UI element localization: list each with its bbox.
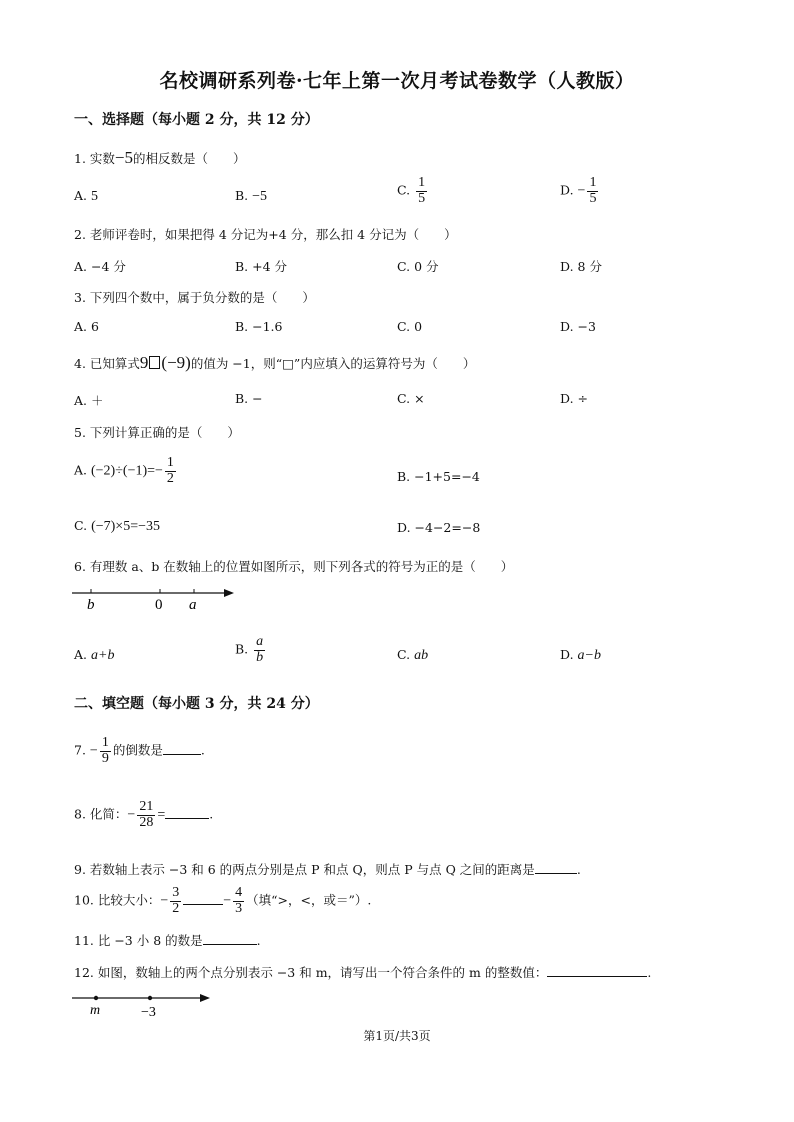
- expression: a+b: [91, 648, 115, 663]
- equals-sign: =: [157, 807, 166, 823]
- denominator: 5: [589, 190, 597, 206]
- q3-option-c: C. 0: [397, 319, 423, 334]
- page-title: 名校调研系列卷·七年上第一次月考试卷数学（人教版）: [159, 70, 635, 92]
- q5-option-d: D. −4−2=−8: [397, 520, 481, 535]
- fraction: [137, 800, 155, 830]
- fraction: [416, 176, 427, 206]
- axis-label-0: 0: [155, 597, 163, 613]
- q8-text: 8. 化简：: [74, 806, 128, 822]
- q1-stem-post: 的相反数是（ ）: [133, 151, 246, 166]
- answer-blank[interactable]: [183, 892, 223, 905]
- q4-option-a: A. ＋: [74, 393, 104, 408]
- option-label: D.: [560, 182, 574, 198]
- point-neg3: [148, 996, 152, 1000]
- question-3-stem: 3. 下列四个数中，属于负分数的是（ ）: [74, 290, 315, 305]
- expression: (−2)÷(−1)=−: [91, 463, 163, 479]
- q4-option-b: B. −: [235, 391, 263, 406]
- q2-option-b: B. +4 分: [235, 259, 288, 274]
- q1-stem-math: −5: [114, 148, 133, 167]
- axis-label-b: b: [87, 597, 95, 613]
- fraction: [170, 886, 181, 916]
- q11-text: 11. 比 −3 小 8 的数是: [74, 933, 203, 948]
- option-label: D.: [560, 647, 574, 662]
- sign: −: [160, 893, 169, 909]
- q3-option-a: A. 6: [74, 319, 99, 334]
- question-11: [74, 931, 261, 949]
- q1-option-d: [560, 176, 600, 206]
- option-label: A.: [74, 462, 88, 478]
- period: .: [200, 742, 205, 758]
- denominator: 28: [139, 814, 154, 830]
- denominator: 5: [418, 190, 426, 206]
- q7-text: 的倒数是: [112, 742, 163, 758]
- period: .: [256, 933, 261, 948]
- numerator: 4: [235, 885, 243, 900]
- q4-math-a: 9: [139, 353, 149, 372]
- sign: −: [127, 807, 136, 823]
- q1-option-b: [235, 188, 267, 205]
- q1-stem-pre: 1. 实数: [74, 151, 115, 166]
- sign: −: [223, 893, 232, 909]
- denominator: 9: [101, 750, 109, 766]
- numerator: 1: [101, 735, 109, 750]
- q2-option-a: A. −4 分: [74, 259, 126, 274]
- question-9: [74, 860, 581, 878]
- q4-math-b: (−9): [161, 353, 191, 372]
- section-heading-choice: 一、选择题（每小题 2 分，共 12 分）: [74, 112, 319, 128]
- option-label: C.: [397, 647, 411, 662]
- question-10: [74, 886, 371, 916]
- numerator: 1: [418, 175, 426, 190]
- q12-text: 12. 如图，数轴上的两个点分别表示 −3 和 m，请写出一个符合条件的 m 的整数值：: [74, 965, 548, 980]
- answer-blank[interactable]: [203, 932, 257, 945]
- q7-number: 7.: [74, 742, 86, 758]
- option-label: B.: [235, 641, 249, 657]
- q3-option-d: D. −3: [560, 319, 596, 334]
- option-label: C.: [397, 182, 411, 198]
- denominator: b: [256, 649, 264, 665]
- numerator: 1: [166, 455, 174, 470]
- arrow-right-icon: [224, 589, 234, 597]
- question-7: [74, 736, 205, 766]
- numerator: 3: [172, 885, 180, 900]
- numerator: a: [256, 634, 264, 649]
- axis-label-a: a: [189, 597, 197, 613]
- fraction: [587, 176, 598, 206]
- q5-option-c: [74, 518, 160, 535]
- sign: −: [577, 183, 586, 199]
- q5-option-a: [74, 456, 178, 486]
- section-heading-fill: 二、填空题（每小题 3 分，共 24 分）: [74, 696, 319, 712]
- point-m: [94, 996, 98, 1000]
- period: .: [576, 862, 581, 877]
- question-12: [74, 963, 651, 981]
- q1-option-c: [397, 176, 429, 206]
- numerator: 1: [589, 175, 597, 190]
- question-1-stem: [74, 148, 246, 168]
- question-8: [74, 800, 213, 830]
- sign: −: [89, 743, 98, 759]
- fraction: [233, 886, 244, 916]
- q5-option-b: B. −1+5=−4: [397, 469, 480, 484]
- number-line-figure-2: [70, 989, 220, 1019]
- fraction: [254, 635, 265, 665]
- q4-stem-post: 的值为 −1，则“□”内应填入的运算符号为（ ）: [190, 356, 476, 371]
- answer-blank[interactable]: [535, 861, 577, 874]
- question-5-stem: 5. 下列计算正确的是（ ）: [74, 425, 240, 440]
- question-6-stem: 6. 有理数 a、b 在数轴上的位置如图所示，则下列各式的符号为正的是（ ）: [74, 559, 514, 574]
- expression: (−7)×5=−35: [91, 519, 160, 534]
- q6-option-a: [74, 647, 114, 664]
- fraction: [100, 736, 111, 766]
- option-label: B.: [235, 188, 249, 203]
- q10-hint: （填“>，<，或＝”）.: [246, 892, 372, 908]
- q6-option-d: [560, 647, 601, 664]
- axis-label-neg3: −3: [141, 1005, 156, 1019]
- period: .: [647, 965, 652, 980]
- expression: a−b: [577, 648, 601, 663]
- axis-label-m: m: [90, 1003, 101, 1018]
- q4-option-d: D. ÷: [560, 391, 588, 406]
- denominator: 2: [166, 470, 174, 486]
- arrow-right-icon: [200, 994, 210, 1002]
- period: .: [209, 806, 214, 822]
- option-label: A.: [74, 647, 88, 662]
- number-line-figure: [70, 584, 240, 614]
- q4-option-c: C. ×: [397, 391, 425, 406]
- question-4-stem: [74, 353, 475, 373]
- denominator: 3: [235, 900, 243, 916]
- q3-option-b: B. −1.6: [235, 319, 283, 334]
- option-label: C.: [74, 518, 88, 533]
- q2-option-c: C. 0 分: [397, 259, 439, 274]
- page-footer: 第1页/共3页: [363, 1029, 431, 1043]
- numerator: 21: [139, 799, 154, 814]
- option-value: −5: [252, 189, 268, 204]
- blank-box-icon: [149, 356, 160, 369]
- question-2-stem: 2. 老师评卷时，如果把得 4 分记为+4 分，那么扣 4 分记为（ ）: [74, 227, 457, 242]
- q9-text: 9. 若数轴上表示 −3 和 6 的两点分别是点 P 和点 Q，则点 P 与点 Q 之间的距离是: [74, 862, 535, 877]
- q2-option-d: D. 8 分: [560, 259, 602, 274]
- q6-option-b: [235, 635, 267, 665]
- answer-blank[interactable]: [163, 742, 201, 755]
- expression: ab: [414, 648, 429, 663]
- option-label: A.: [74, 188, 88, 203]
- answer-blank[interactable]: [547, 964, 647, 977]
- denominator: 2: [172, 900, 180, 916]
- answer-blank[interactable]: [165, 806, 209, 819]
- q6-option-c: [397, 647, 428, 664]
- q4-stem-pre: 4. 已知算式: [74, 356, 140, 371]
- option-value: 5: [91, 189, 98, 204]
- fraction: [165, 456, 176, 486]
- q1-option-a: [74, 188, 98, 205]
- q10-text: 10. 比较大小：: [74, 892, 161, 908]
